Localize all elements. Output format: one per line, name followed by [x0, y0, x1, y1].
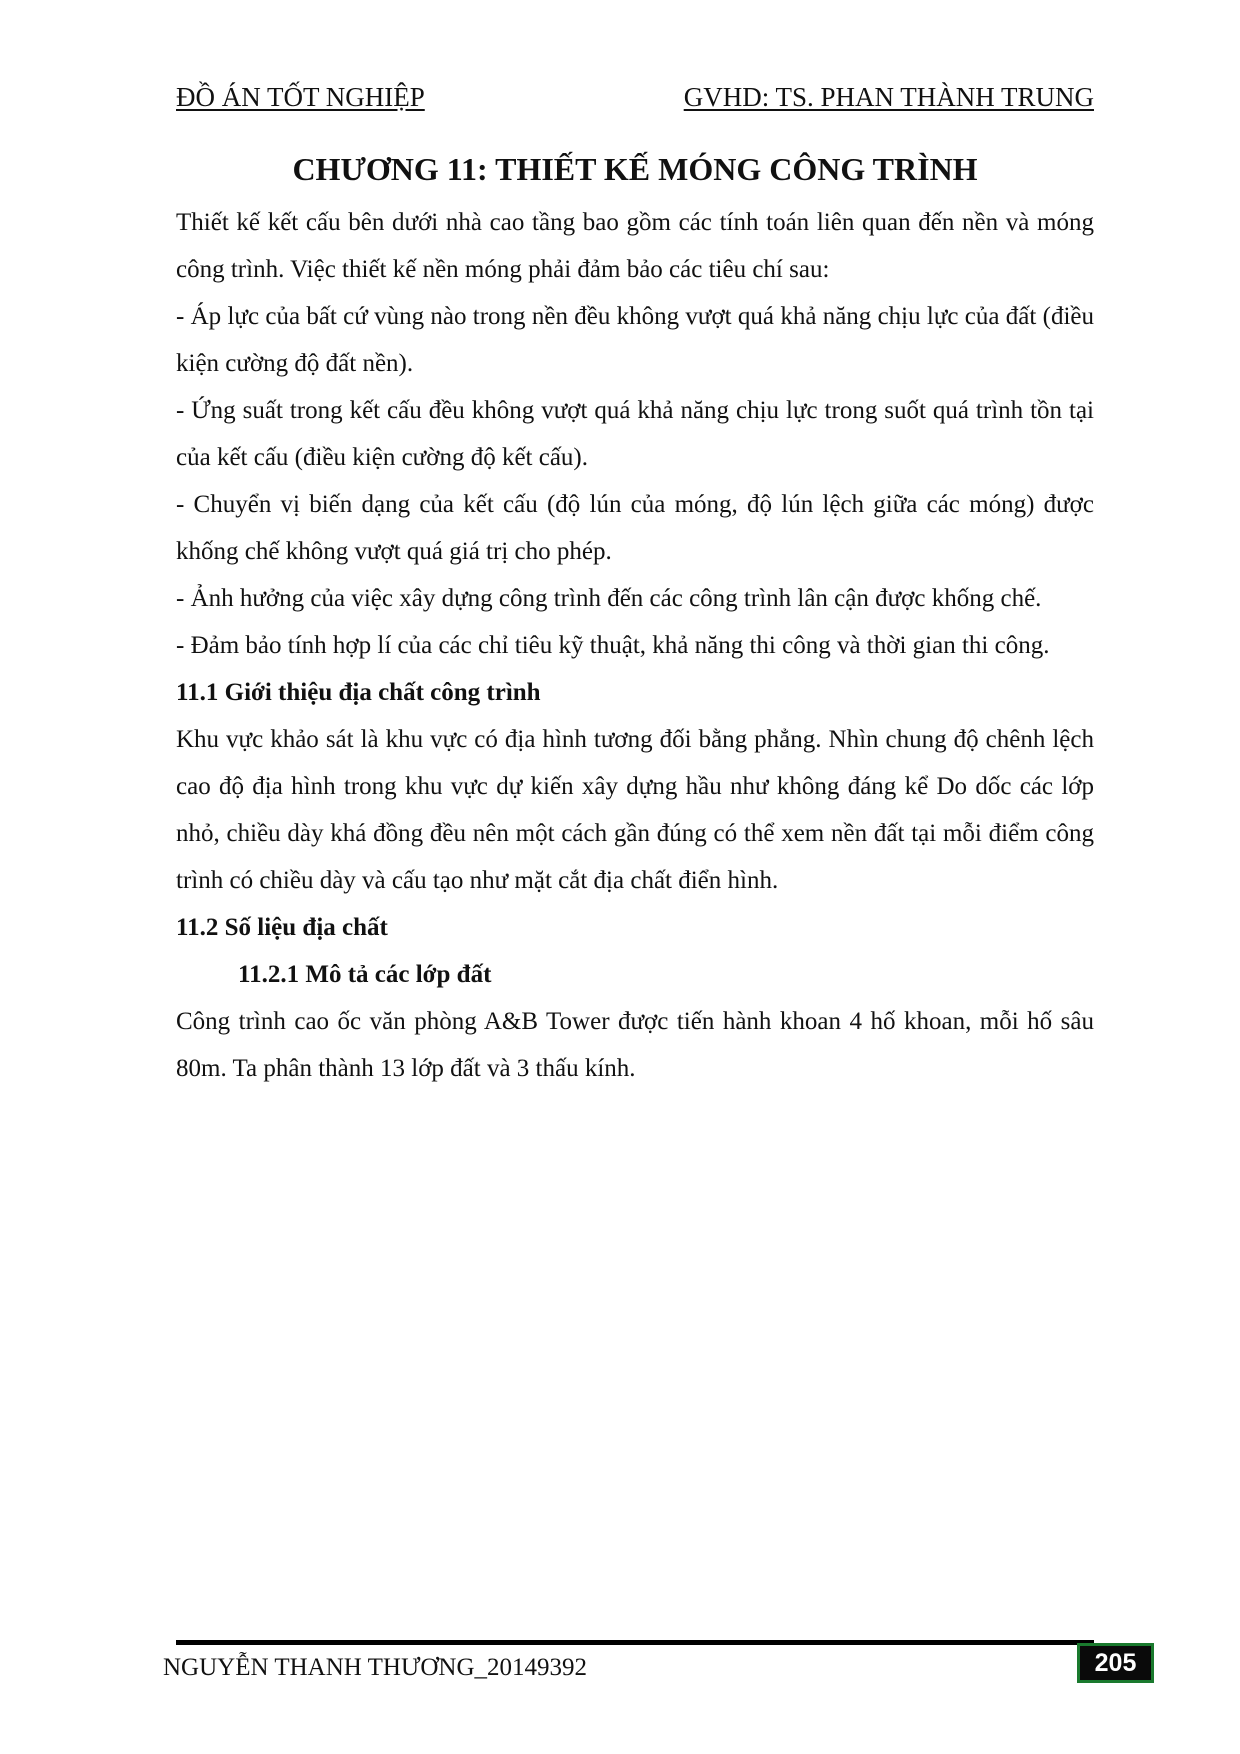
- criteria-item: - Áp lực của bất cứ vùng nào trong nền đều không vượt quá khả năng chịu lực của đất (điều kiện cường độ đất nền).: [176, 303, 1094, 377]
- footer-author: NGUYỄN THANH THƯƠNG_20149392: [163, 1654, 588, 1681]
- page-number-badge: 205: [1077, 1643, 1154, 1683]
- page-body: [176, 199, 1094, 1092]
- page-header: [176, 82, 1094, 112]
- intro-paragraph: Thiết kế kết cấu bên dưới nhà cao tầng bao gồm các tính toán liên quan đến nền và móng công trình. Việc thiết kế nền móng phải đảm bảo các tiêu chí sau:: [176, 209, 1094, 283]
- header-left: ĐỒ ÁN TỐT NGHIỆP: [176, 82, 425, 112]
- subsection-heading-11-2-1: 11.2.1 Mô tả các lớp đất: [238, 961, 492, 988]
- header-right: GVHD: TS. PHAN THÀNH TRUNG: [683, 82, 1094, 112]
- criteria-item: - Ảnh hưởng của việc xây dựng công trình đến các công trình lân cận được khống chế.: [176, 585, 1042, 612]
- section-11-2-paragraph: Công trình cao ốc văn phòng A&B Tower được tiến hành khoan 4 hố khoan, mỗi hố sâu 80m. Ta phân thành 13 lớp đất và 3 thấu kính.: [176, 1008, 1094, 1082]
- section-11-1-paragraph: Khu vực khảo sát là khu vực có địa hình tương đối bằng phẳng. Nhìn chung độ chênh lệch cao độ địa hình trong khu vực dự kiến xây dựng hầu như không đáng kể Do dốc các lớp nhỏ, chiều dày khá đồng đều nên một cách gần đúng có thể xem nền đất tại mỗi điểm công trình có chiều dày và cấu tạo như mặt cắt địa chất điển hình.: [176, 726, 1094, 894]
- criteria-item: - Ứng suất trong kết cấu đều không vượt quá khả năng chịu lực trong suốt quá trình tồn tại của kết cấu (điều kiện cường độ kết cấu).: [176, 397, 1094, 471]
- footer-divider: [176, 1640, 1094, 1645]
- chapter-title: CHƯƠNG 11: THIẾT KẾ MÓNG CÔNG TRÌNH: [292, 151, 978, 187]
- section-heading-11-1: 11.1 Giới thiệu địa chất công trình: [176, 679, 541, 706]
- criteria-item: - Đảm bảo tính hợp lí của các chỉ tiêu kỹ thuật, khả năng thi công và thời gian thi công.: [176, 632, 1050, 659]
- section-heading-11-2: 11.2 Số liệu địa chất: [176, 914, 388, 941]
- criteria-item: - Chuyển vị biến dạng của kết cấu (độ lún của móng, độ lún lệch giữa các móng) được khống chế không vượt quá giá trị cho phép.: [176, 491, 1094, 565]
